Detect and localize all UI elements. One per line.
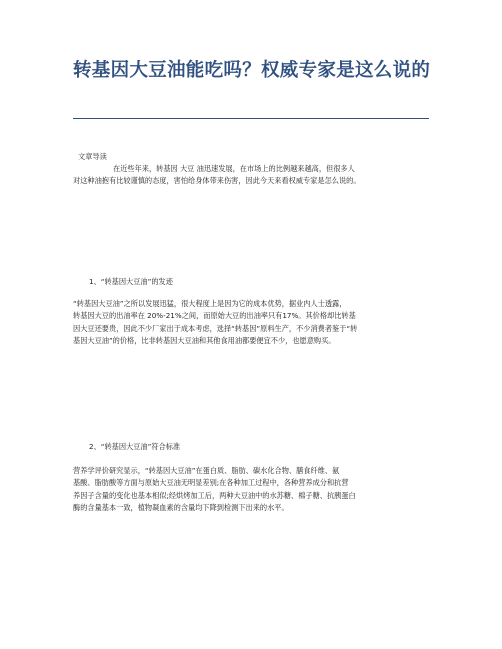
intro-paragraph xyxy=(73,163,433,188)
paragraph-line: 基酸、脂肪酸等方面与原始大豆油无明显差别;在各种加工过程中，各种营养成分和抗营 xyxy=(73,478,349,488)
section-heading: 2、“转基因大豆油”符合标准 xyxy=(89,442,181,451)
section-heading: 1、“转基因大豆油”的发迹 xyxy=(89,277,173,286)
article-title: 转基因大豆油能吃吗？权威专家是这么说的 xyxy=(73,60,431,81)
paragraph-line: 酶的含量基本一致，植物凝血素的含量均下降到检测下出来的水平。 xyxy=(73,502,289,512)
paragraph-line: “转基因大豆油”之所以发展迅猛，很大程度上是因为它的成本优势，据业内人士透露， xyxy=(73,299,347,308)
title-divider xyxy=(73,118,429,119)
section-paragraph xyxy=(73,465,433,514)
paragraph-line: 营养学评价研究显示，“转基因大豆油”在蛋白质、脂肪、碳水化合物、膳食纤维、氨 xyxy=(73,466,340,475)
paragraph-line: 养因子含量的变化也基本相似;经烘烤加工后，两种大豆油中的水苏糖、棉子糖、抗胰蛋白 xyxy=(73,490,356,500)
paragraph-line: 基因大豆油”的价格，比非转基因大豆油和其他食用油都要便宜不少，也愿意购买。 xyxy=(73,335,336,345)
paragraph-line: 因大豆还要贵，因此不少厂家出于成本考虑，选择“转基因”原料生产，不少消费者鉴于“转 xyxy=(73,323,358,333)
section-paragraph xyxy=(73,298,433,347)
intro-line: 在近些年来，转基因 大豆 油迅速发展，在市场上的比例越来越高，但很多人 xyxy=(113,164,355,173)
intro-line: 对这种油抱有比较谨慎的态度，害怕给身体带来伤害，因此今天来看权威专家是怎么说的。 xyxy=(73,176,361,186)
intro-label: 文章导读 xyxy=(78,152,107,161)
paragraph-line: 转基因大豆的出油率在 20%-21%之间，而原始大豆的出油率只有17%。其价格却比转基 xyxy=(73,311,356,321)
